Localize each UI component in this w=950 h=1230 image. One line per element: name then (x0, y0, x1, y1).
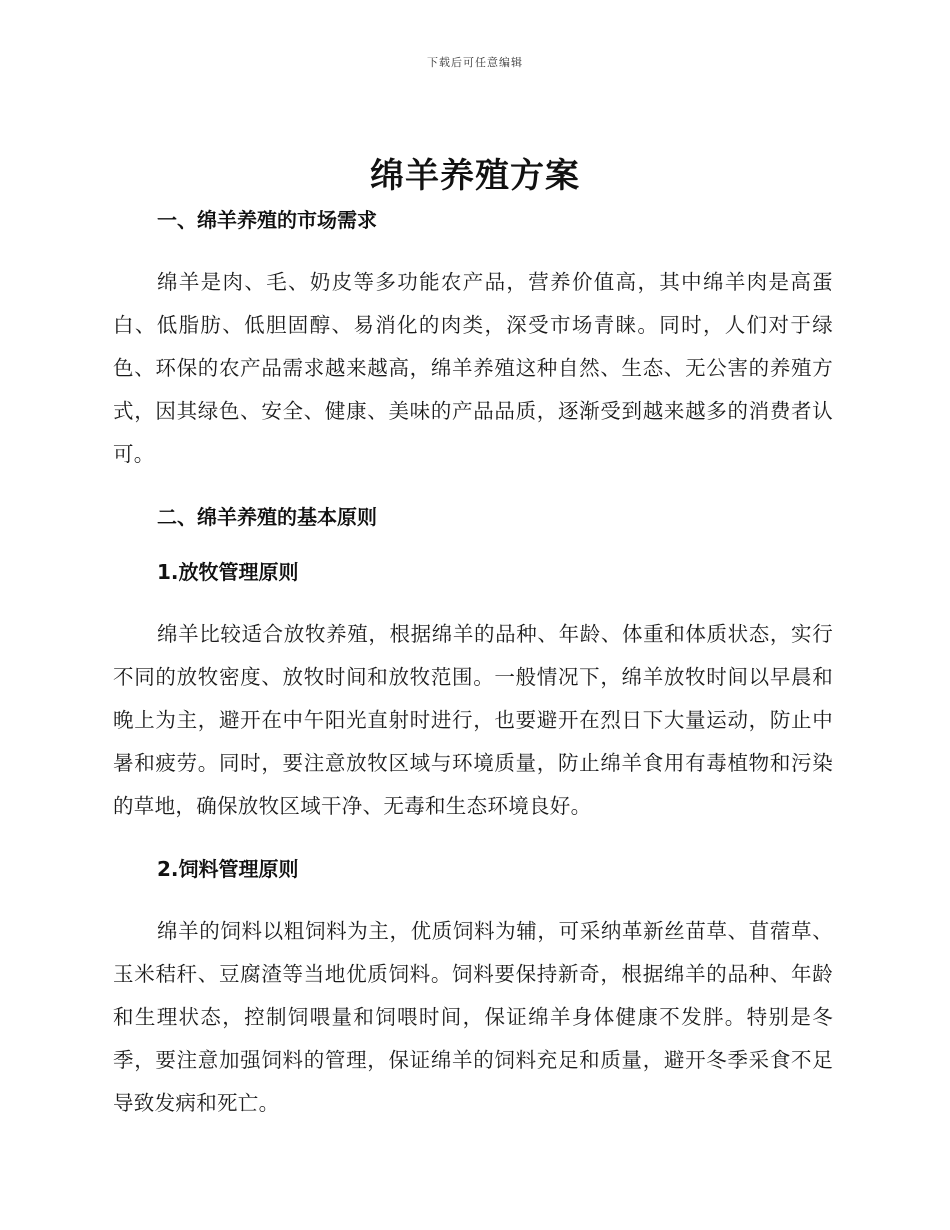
subsection-heading-grazing: 1.放牧管理原则 (157, 560, 299, 584)
subsection-heading-feed: 2.饲料管理原则 (157, 857, 299, 881)
section-paragraph-market-demand: 绵羊是肉、毛、奶皮等多功能农产品，营养价值高，其中绵羊肉是高蛋白、低脂肪、低胆固醇、易消化的肉类，深受市场青睐。同时，人们对于绿色、环保的农产品需求越来越高，绵羊养殖这种自然、生态、无公害的养殖方式，因其绿色、安全、健康、美味的产品品质，逐渐受到越来越多的消费者认可。 (113, 270, 833, 466)
section-heading-market-demand: 一、绵羊养殖的市场需求 (157, 208, 377, 232)
subsection-paragraph-grazing: 绵羊比较适合放牧养殖，根据绵羊的品种、年龄、体重和体质状态，实行不同的放牧密度、放牧时间和放牧范围。一般情况下，绵羊放牧时间以早晨和晚上为主，避开在中午阳光直射时进行，也要避开在烈日下大量运动，防止中暑和疲劳。同时，要注意放牧区域与环境质量，防止绵羊食用有毒植物和污染的草地，确保放牧区域干净、无毒和生态环境良好。 (113, 622, 833, 818)
section-heading-basic-principles: 二、绵羊养殖的基本原则 (157, 505, 377, 529)
header-note: 下载后可任意编辑 (427, 56, 523, 69)
document-title: 绵羊养殖方案 (370, 156, 580, 196)
document-body (113, 206, 833, 1125)
subsection-paragraph-feed: 绵羊的饲料以粗饲料为主，优质饲料为辅，可采纳革新丝苗草、苜蓿草、玉米秸秆、豆腐渣等当地优质饲料。饲料要保持新奇，根据绵羊的品种、年龄和生理状态，控制饲喂量和饲喂时间，保证绵羊身体健康不发胖。特别是冬季，要注意加强饲料的管理，保证绵羊的饲料充足和质量，避开冬季采食不足导致发病和死亡。 (113, 919, 833, 1115)
